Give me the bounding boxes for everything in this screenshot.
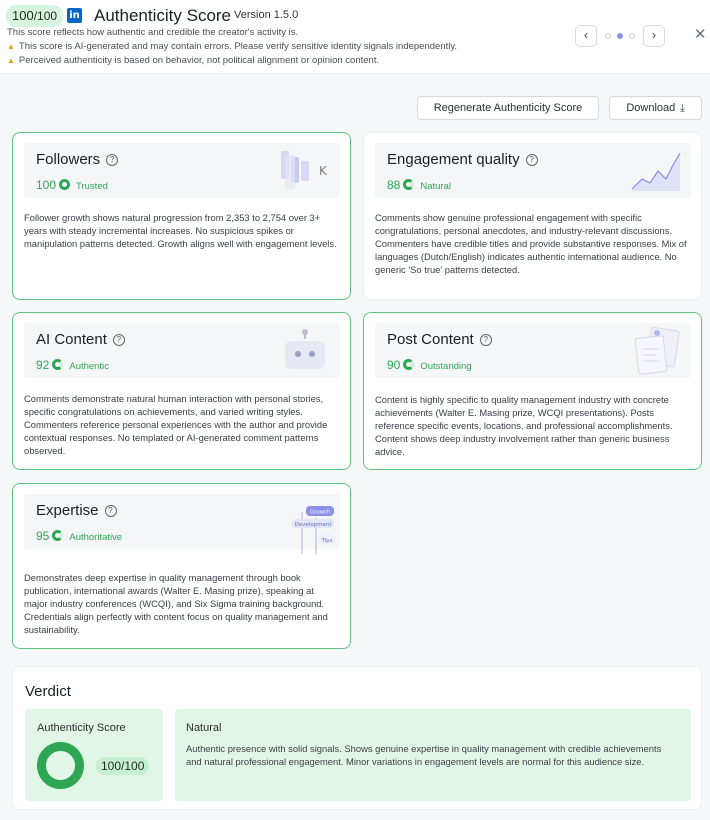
tag-development: Development — [294, 522, 332, 528]
card-score — [36, 358, 109, 372]
warning-icon: ▲ — [7, 42, 15, 51]
followers-illustration-icon — [281, 149, 331, 191]
documents-icon — [633, 327, 683, 377]
verdict-summary-box — [175, 709, 691, 801]
card-post-content — [363, 312, 702, 470]
warning-ai-generated — [7, 41, 457, 52]
rating-label: Trusted — [76, 181, 108, 192]
verdict-score-label: Authenticity Score — [37, 722, 126, 734]
card-title-text: Engagement quality — [387, 151, 520, 168]
card-score — [387, 358, 472, 372]
score-value: 95 — [36, 529, 50, 543]
previous-button[interactable]: ‹ — [575, 25, 597, 47]
card-score — [36, 178, 108, 192]
card-header — [375, 323, 691, 378]
score-ring-icon — [403, 359, 414, 370]
help-icon[interactable]: ? — [526, 154, 538, 166]
version-label: Version 1.5.0 — [234, 9, 299, 21]
card-body: Comments show genuine professional engagement with specific congratulations, personal anecdotes, and industry-relevant discussions. Commenters have credible titles and provide substantive responses. Mix of languages (Dutch/English) indicates authentic international audience. No generic 'So true' patterns detected. — [375, 212, 687, 275]
pager-dot[interactable] — [629, 33, 635, 39]
card-header — [375, 143, 691, 198]
card-title — [36, 151, 118, 168]
download-button[interactable] — [609, 96, 702, 120]
card-header — [24, 323, 340, 378]
card-title — [387, 331, 492, 348]
score-ring-icon — [52, 359, 63, 370]
warning-text: Perceived authenticity is based on behavior, not political alignment or opinion content. — [18, 55, 380, 66]
card-body: Content is highly specific to quality management industry with concrete achievements (Walter E. Masing prize, WCQI presentations). Posts reference specific events, locations, and professional accomplishments. Content shows deep industry involvement rather than generic business advice. — [375, 394, 673, 457]
download-label: Download — [626, 102, 676, 114]
score-value: 100 — [36, 178, 57, 192]
tag-tips: Tips — [321, 538, 333, 544]
verdict-section — [12, 666, 702, 810]
pager-dot[interactable] — [605, 33, 611, 39]
regenerate-button[interactable]: Regenerate Authenticity Score — [417, 96, 599, 120]
card-title-text: Followers — [36, 151, 101, 168]
card-body: Comments demonstrate natural human interaction with personal stories, specific congratulations on achievements, and varied writing styles. Commenters reference personal experiences with the author and provide contextual responses. No templated or AI-generated comment patterns observed. — [24, 393, 328, 456]
engagement-chart-icon — [630, 149, 682, 193]
header — [0, 0, 710, 74]
card-body: Demonstrates deep expertise in quality management through book publication, international awards (Walter E. Masing prize), speaking at major industry conferences (WCQI), and Six Sigma training background. Credentials align perfectly with content focus on quality management and sustainability. — [24, 572, 328, 635]
score-value: 88 — [387, 178, 401, 192]
verdict-body: Authentic presence with solid signals. Shows genuine expertise in quality management with credible achievements and natural professional engagement. Minor variations in engagement levels are normal for this audience size. — [186, 743, 662, 767]
score-ring-icon — [37, 742, 84, 789]
rating-label: Authentic — [69, 361, 109, 372]
score-badge-suffix: /100 — [33, 9, 58, 23]
card-score — [387, 178, 451, 192]
help-icon[interactable]: ? — [106, 154, 118, 166]
verdict-score-box — [25, 709, 163, 801]
card-title-text: Expertise — [36, 502, 99, 519]
help-icon[interactable]: ? — [105, 505, 117, 517]
robot-icon — [281, 329, 331, 375]
close-icon[interactable]: ✕ — [694, 26, 707, 43]
card-followers — [12, 132, 351, 300]
page-title: Authenticity Score — [94, 6, 232, 25]
pager-dot-active[interactable] — [617, 33, 623, 39]
score-badge-value: 100 — [12, 8, 34, 23]
score-badge — [6, 5, 63, 27]
expertise-tags-icon — [280, 506, 338, 556]
card-body: Follower growth shows natural progression from 2,353 to 2,754 over 3+ years with steady incremental increases. No suspicious spikes or manipulation patterns detected. Growth aligns well with engagement levels. — [24, 212, 337, 249]
score-description: This score reflects how authentic and credible the creator's activity is. — [7, 27, 299, 38]
verdict-score-value: 100/100 — [96, 757, 149, 775]
card-header — [24, 143, 340, 198]
warning-icon: ▲ — [7, 56, 15, 65]
card-expertise — [12, 483, 351, 649]
card-title — [387, 151, 538, 168]
tag-growth: Growth — [310, 509, 330, 516]
card-score — [36, 529, 122, 543]
score-ring-icon — [59, 179, 70, 190]
warning-perceived — [7, 55, 379, 66]
warning-text: This score is AI-generated and may contain errors. Please verify sensitive identity signals independently. — [18, 41, 458, 52]
rating-label: Authoritative — [69, 532, 123, 543]
verdict-rating: Natural — [186, 722, 222, 734]
score-value: 92 — [36, 358, 50, 372]
score-ring-icon — [403, 179, 414, 190]
verdict-title: Verdict — [25, 683, 71, 700]
help-icon[interactable]: ? — [113, 334, 125, 346]
card-title-text: Post Content — [387, 331, 474, 348]
illustration-text: K — [319, 164, 327, 178]
card-engagement-quality — [363, 132, 702, 300]
card-title — [36, 502, 117, 519]
score-ring-icon — [52, 530, 63, 541]
score-value: 90 — [387, 358, 401, 372]
rating-label: Outstanding — [420, 361, 472, 372]
card-ai-content — [12, 312, 351, 470]
linkedin-icon: in — [67, 8, 82, 23]
help-icon[interactable]: ? — [480, 334, 492, 346]
card-header — [24, 494, 340, 549]
download-icon: ⤓ — [680, 103, 685, 114]
next-button[interactable]: › — [643, 25, 665, 47]
card-title — [36, 331, 125, 348]
card-title-text: AI Content — [36, 331, 107, 348]
rating-label: Natural — [420, 181, 451, 192]
